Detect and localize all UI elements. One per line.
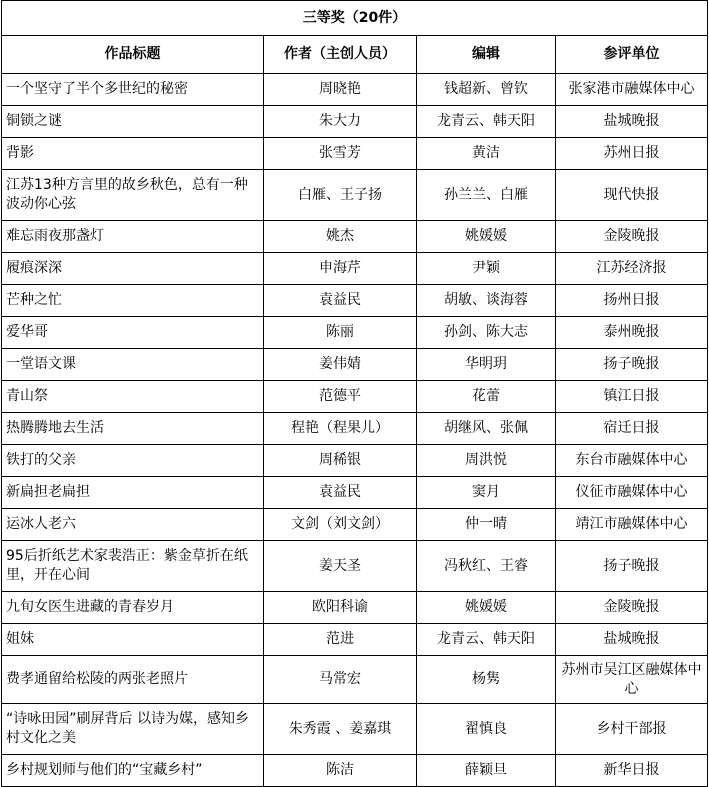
cell-unit: 乡村干部报 bbox=[556, 704, 708, 755]
cell-unit: 新华日报 bbox=[556, 755, 708, 787]
cell-unit: 宿迁日报 bbox=[556, 413, 708, 445]
cell-author: 欧阳科谕 bbox=[264, 592, 417, 624]
cell-editor: 窦月 bbox=[417, 477, 556, 509]
table-caption: 三等奖（20件） bbox=[2, 1, 708, 36]
cell-title: 乡村规划师与他们的“宝藏乡村” bbox=[2, 755, 264, 787]
cell-title: 姐妹 bbox=[2, 624, 264, 656]
cell-author: 申海芹 bbox=[264, 253, 417, 285]
cell-editor: 周洪悦 bbox=[417, 445, 556, 477]
table-row bbox=[2, 106, 708, 138]
table-row bbox=[2, 74, 708, 106]
cell-unit: 靖江市融媒体中心 bbox=[556, 509, 708, 541]
table-row bbox=[2, 413, 708, 445]
cell-author: 袁益民 bbox=[264, 477, 417, 509]
cell-title: 江苏13种方言里的故乡秋色，总有一种波动你心弦 bbox=[2, 170, 264, 221]
cell-editor: 钱超新、曾钦 bbox=[417, 74, 556, 106]
cell-title: 九旬女医生进藏的青春岁月 bbox=[2, 592, 264, 624]
cell-author: 姚杰 bbox=[264, 221, 417, 253]
cell-title: 热腾腾地去生活 bbox=[2, 413, 264, 445]
cell-title: 一堂语文课 bbox=[2, 349, 264, 381]
header-title: 作品标题 bbox=[2, 36, 264, 74]
table-row bbox=[2, 477, 708, 509]
cell-author: 周稀银 bbox=[264, 445, 417, 477]
table-row bbox=[2, 656, 708, 704]
cell-author: 姜伟婧 bbox=[264, 349, 417, 381]
cell-title: 青山祭 bbox=[2, 381, 264, 413]
cell-author: 张雪芳 bbox=[264, 138, 417, 170]
cell-author: 范德平 bbox=[264, 381, 417, 413]
table-row bbox=[2, 509, 708, 541]
cell-author: 周晓艳 bbox=[264, 74, 417, 106]
cell-title: 一个坚守了半个多世纪的秘密 bbox=[2, 74, 264, 106]
cell-editor: 龙青云、韩天阳 bbox=[417, 106, 556, 138]
table-row bbox=[2, 138, 708, 170]
cell-unit: 仪征市融媒体中心 bbox=[556, 477, 708, 509]
cell-author: 袁益民 bbox=[264, 285, 417, 317]
table-row bbox=[2, 349, 708, 381]
cell-title: 背影 bbox=[2, 138, 264, 170]
header-author: 作者（主创人员） bbox=[264, 36, 417, 74]
table-row bbox=[2, 704, 708, 755]
cell-title: 95后折纸艺术家裴浩正：紫金草折在纸里，开在心间 bbox=[2, 541, 264, 592]
table-row bbox=[2, 592, 708, 624]
cell-unit: 扬州日报 bbox=[556, 285, 708, 317]
cell-title: 铁打的父亲 bbox=[2, 445, 264, 477]
cell-unit: 盐城晚报 bbox=[556, 624, 708, 656]
cell-title: 履痕深深 bbox=[2, 253, 264, 285]
cell-editor: 姚媛媛 bbox=[417, 221, 556, 253]
cell-editor: 杨隽 bbox=[417, 656, 556, 704]
cell-unit: 东台市融媒体中心 bbox=[556, 445, 708, 477]
table-row bbox=[2, 381, 708, 413]
cell-author: 朱大力 bbox=[264, 106, 417, 138]
cell-author: 姜天圣 bbox=[264, 541, 417, 592]
cell-author: 程艳（程果儿） bbox=[264, 413, 417, 445]
cell-unit: 江苏经济报 bbox=[556, 253, 708, 285]
cell-unit: 金陵晚报 bbox=[556, 221, 708, 253]
cell-unit: 苏州市吴江区融媒体中心 bbox=[556, 656, 708, 704]
cell-editor: 华明玥 bbox=[417, 349, 556, 381]
cell-title: 铜锁之谜 bbox=[2, 106, 264, 138]
cell-editor: 胡敏、谈海蓉 bbox=[417, 285, 556, 317]
cell-editor: 薛颖旦 bbox=[417, 755, 556, 787]
table-row bbox=[2, 541, 708, 592]
cell-unit: 苏州日报 bbox=[556, 138, 708, 170]
cell-title: 费孝通留给松陵的两张老照片 bbox=[2, 656, 264, 704]
cell-editor: 孙兰兰、白雁 bbox=[417, 170, 556, 221]
cell-editor: 黄洁 bbox=[417, 138, 556, 170]
cell-editor: 花蕾 bbox=[417, 381, 556, 413]
cell-author: 陈洁 bbox=[264, 755, 417, 787]
table-row bbox=[2, 445, 708, 477]
cell-editor: 翟慎良 bbox=[417, 704, 556, 755]
cell-author: 马常宏 bbox=[264, 656, 417, 704]
cell-title: 难忘雨夜那盏灯 bbox=[2, 221, 264, 253]
cell-editor: 龙青云、韩天阳 bbox=[417, 624, 556, 656]
cell-editor: 胡继风、张佩 bbox=[417, 413, 556, 445]
cell-author: 范进 bbox=[264, 624, 417, 656]
cell-author: 陈丽 bbox=[264, 317, 417, 349]
cell-editor: 冯秋红、王睿 bbox=[417, 541, 556, 592]
cell-title: 新扁担老扁担 bbox=[2, 477, 264, 509]
cell-editor: 仲一晴 bbox=[417, 509, 556, 541]
cell-unit: 金陵晚报 bbox=[556, 592, 708, 624]
cell-author: 朱秀霞 、姜嘉琪 bbox=[264, 704, 417, 755]
cell-title: 芒种之忙 bbox=[2, 285, 264, 317]
cell-title: 运冰人老六 bbox=[2, 509, 264, 541]
cell-editor: 姚媛媛 bbox=[417, 592, 556, 624]
table-row bbox=[2, 624, 708, 656]
cell-unit: 盐城晚报 bbox=[556, 106, 708, 138]
cell-editor: 尹颖 bbox=[417, 253, 556, 285]
table-row bbox=[2, 170, 708, 221]
cell-unit: 扬子晚报 bbox=[556, 349, 708, 381]
table-row bbox=[2, 221, 708, 253]
cell-unit: 现代快报 bbox=[556, 170, 708, 221]
cell-title: 爱华哥 bbox=[2, 317, 264, 349]
cell-unit: 扬子晚报 bbox=[556, 541, 708, 592]
cell-author: 文剑（刘文剑） bbox=[264, 509, 417, 541]
header-unit: 参评单位 bbox=[556, 36, 708, 74]
cell-unit: 镇江日报 bbox=[556, 381, 708, 413]
table-row bbox=[2, 755, 708, 787]
awards-table bbox=[1, 0, 708, 787]
header-editor: 编辑 bbox=[417, 36, 556, 74]
cell-title: “诗咏田园”刷屏背后 以诗为媒，感知乡村文化之美 bbox=[2, 704, 264, 755]
cell-unit: 张家港市融媒体中心 bbox=[556, 74, 708, 106]
table-row bbox=[2, 253, 708, 285]
cell-author: 白雁、王子扬 bbox=[264, 170, 417, 221]
cell-unit: 泰州晚报 bbox=[556, 317, 708, 349]
table-row bbox=[2, 285, 708, 317]
table-row bbox=[2, 317, 708, 349]
cell-editor: 孙剑、陈大志 bbox=[417, 317, 556, 349]
